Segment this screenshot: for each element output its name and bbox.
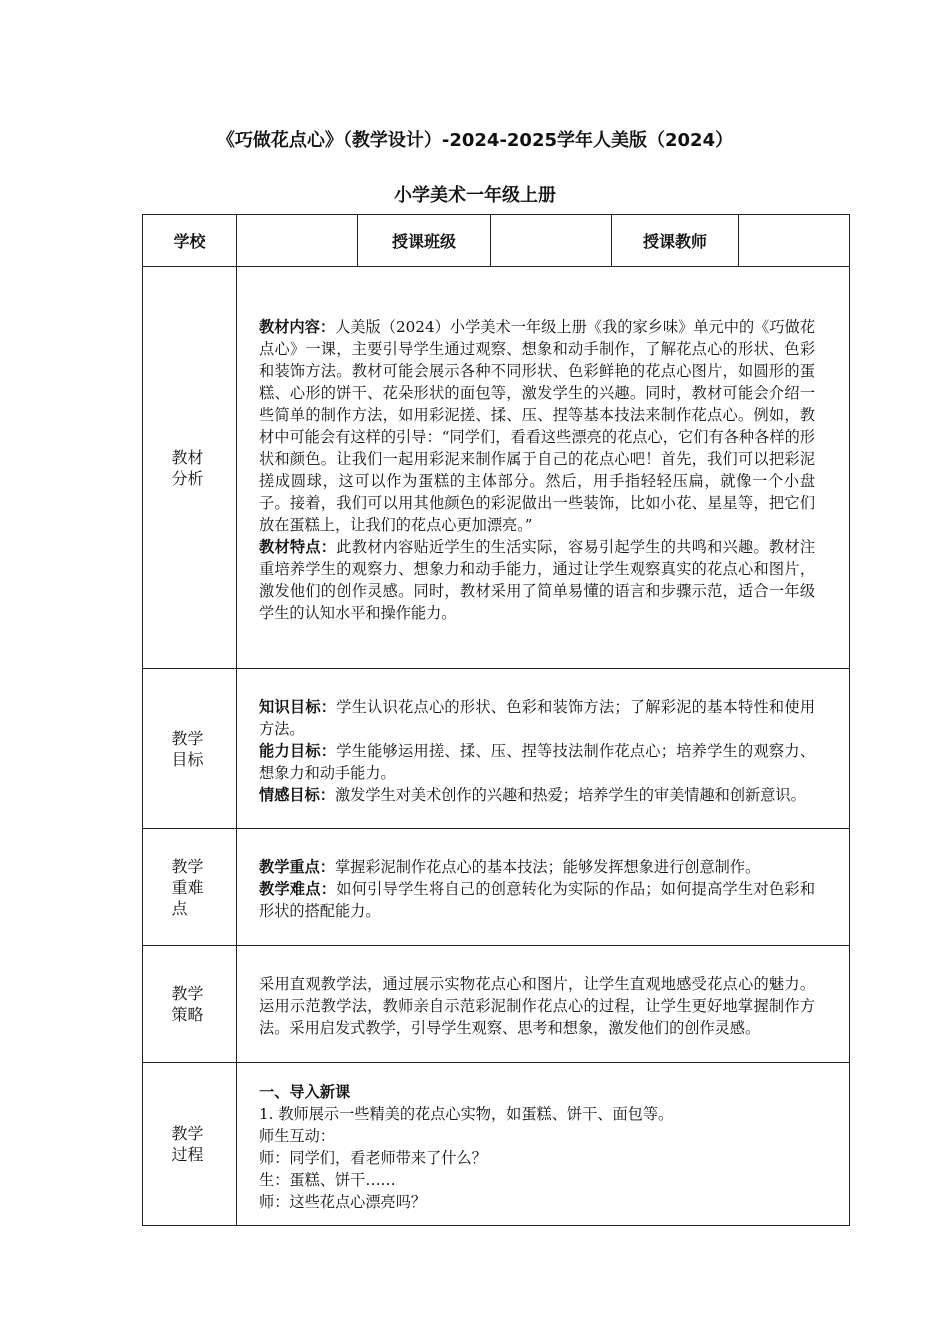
- keypoints-row: [143, 829, 850, 946]
- document-title-line1: 《巧做花点心》（教学设计）-2024-2025学年人美版（2024）: [216, 130, 734, 151]
- analysis-row: [143, 267, 850, 669]
- header-row: [143, 215, 850, 267]
- focus-title: 教学重点：: [259, 858, 335, 876]
- process-line: 师生互动：: [259, 1127, 335, 1145]
- strategy-text: 采用直观教学法，通过展示实物花点心和图片，让学生直观地感受花点心的魅力。运用示范教学法，教师亲自示范彩泥制作花点心的过程，让学生更好地掌握制作方法。采用启发式教学，引导学生观察、思考和想象，激发他们的创作灵感。: [259, 975, 815, 1037]
- process-content: [237, 1063, 850, 1226]
- teacher-label: 授课教师: [612, 215, 739, 267]
- focus-text: 掌握彩泥制作花点心的基本技法；能够发挥想象进行创意制作。: [334, 858, 761, 876]
- difficulty-title: 教学难点：: [259, 880, 337, 898]
- feature-title: 教材特点：: [259, 537, 337, 556]
- process-row: [143, 1063, 850, 1226]
- content-title: 教材内容：: [259, 317, 336, 336]
- emotion-title: 情感目标：: [259, 785, 335, 804]
- strategy-content: [237, 946, 850, 1063]
- process-line: 生：蛋糕、饼干……: [259, 1171, 396, 1189]
- ability-title: 能力目标：: [259, 741, 337, 760]
- goals-row: [143, 669, 850, 829]
- teacher-value[interactable]: [739, 215, 850, 267]
- keypoints-label: 教学重难点: [143, 829, 237, 946]
- process-line: 师：这些花点心漂亮吗？: [259, 1193, 427, 1211]
- content-text: 人美版（2024）小学美术一年级上册《我的家乡味》单元中的《巧做花点心》一课，主要引导学生通过观察、想象和动手制作，了解花点心的形状、色彩和装饰方法。教材可能会展示各种不同形状、色彩鲜艳的花点心图片，如圆形的蛋糕、心形的饼干、花朵形状的面包等，激发学生的兴趣。同时，教材可能会介绍一些简单的制作方法，如用彩泥搓、揉、压、捏等基本技法来制作花点心。例如，教材中可能会有这样的引导：“同学们，看看这些漂亮的花点心，它们有各种各样的形状和颜色。让我们一起用彩泥来制作属于自己的花点心吧！首先，我们可以把彩泥搓成圆球，这可以作为蛋糕的主体部分。然后，用手指轻轻压扁，就像一个小盘子。接着，我们可以用其他颜色的彩泥做出一些装饰，比如小花、星星等，把它们放在蛋糕上，让我们的花点心更加漂亮。”: [259, 317, 816, 534]
- goals-label: 教学目标: [143, 669, 237, 829]
- emotion-text: 激发学生对美术创作的兴趣和热爱；培养学生的审美情趣和创新意识。: [334, 785, 806, 804]
- ability-text: 学生能够运用搓、揉、压、捏等技法制作花点心；培养学生的观察力、想象力和动手能力。: [259, 741, 816, 782]
- difficulty-text: 如何引导学生将自己的创意转化为实际的作品；如何提高学生对色彩和形状的搭配能力。: [259, 880, 816, 920]
- class-label: 授课班级: [358, 215, 491, 267]
- strategy-label: 教学策略: [143, 946, 237, 1063]
- document-title-line2: 小学美术一年级上册: [394, 185, 556, 206]
- analysis-content: [237, 267, 850, 669]
- knowledge-title: 知识目标：: [259, 697, 337, 716]
- goals-content: [237, 669, 850, 829]
- feature-text: 此教材内容贴近学生的生活实际，容易引起学生的共鸣和兴趣。教材注重培养学生的观察力、想象力和动手能力，通过让学生观察真实的花点心和图片，激发他们的创作灵感。同时，教材采用了简单易懂的语言和步骤示范，适合一年级学生的认知水平和操作能力。: [259, 537, 816, 622]
- analysis-label: 教材分析: [143, 267, 237, 669]
- process-line: 1. 教师展示一些精美的花点心实物，如蛋糕、饼干、面包等。: [259, 1105, 674, 1123]
- keypoints-content: [237, 829, 850, 946]
- class-value[interactable]: [491, 215, 612, 267]
- process-line: 师：同学们，看老师带来了什么？: [259, 1149, 487, 1167]
- lesson-plan-table: [142, 214, 850, 1226]
- strategy-row: [143, 946, 850, 1063]
- knowledge-text: 学生认识花点心的形状、色彩和装饰方法；了解彩泥的基本特性和使用方法。: [259, 697, 816, 738]
- school-value[interactable]: [237, 215, 358, 267]
- process-label: 教学过程: [143, 1063, 237, 1226]
- school-label: 学校: [143, 215, 237, 267]
- process-section-title: 一、导入新课: [259, 1083, 351, 1101]
